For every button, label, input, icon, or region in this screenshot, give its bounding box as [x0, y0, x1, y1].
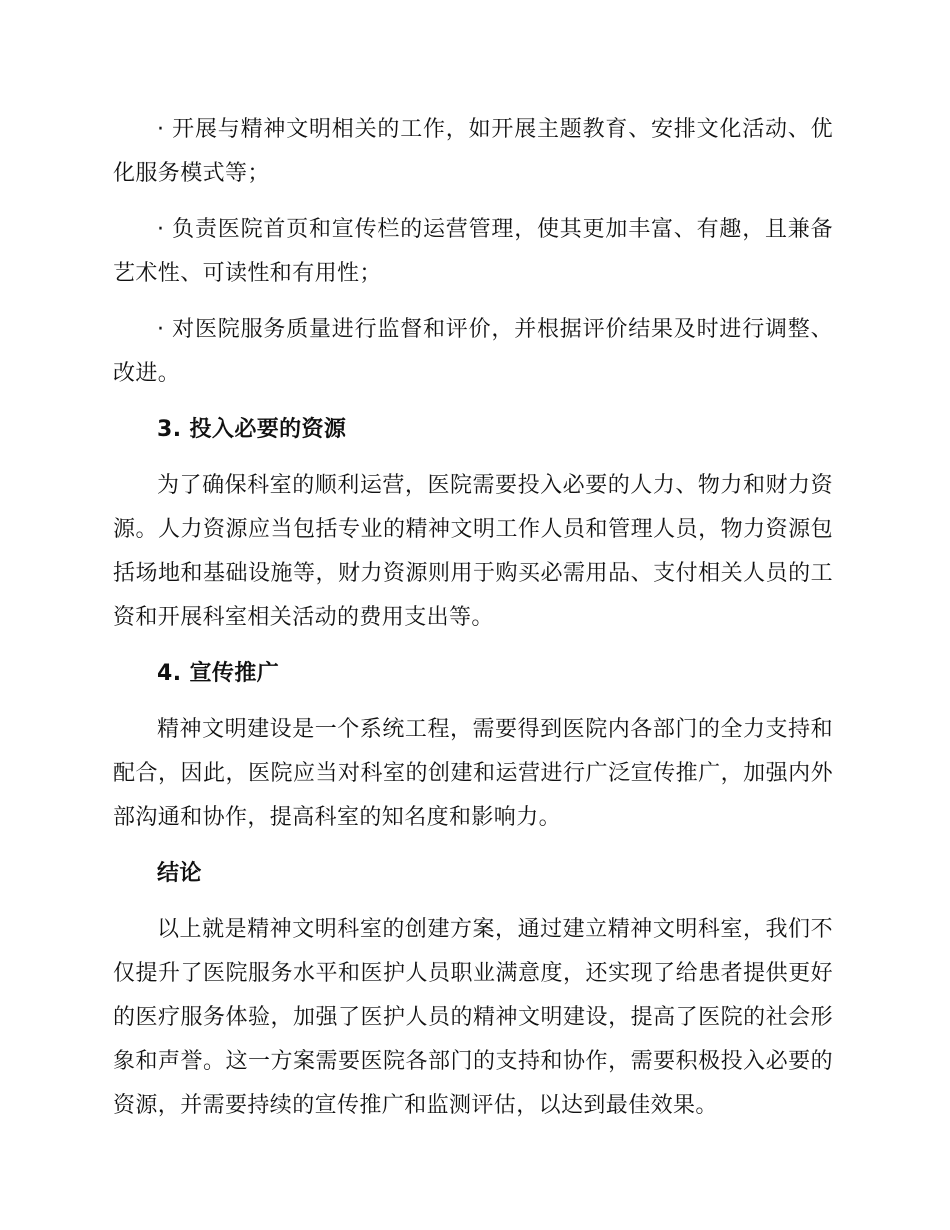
section-heading-promotion: 4. 宣传推广	[157, 661, 280, 686]
section-heading-resources: 3. 投入必要的资源	[157, 417, 347, 442]
bullet-item: · 负责医院首页和宣传栏的运营管理，使其更加丰富、有趣，且兼备艺术性、可读性和有用性；	[113, 217, 833, 286]
paragraph-conclusion: 以上就是精神文明科室的创建方案，通过建立精神文明科室，我们不仅提升了医院服务水平和医护人员职业满意度，还实现了给患者提供更好的医疗服务体验，加强了医护人员的精神文明建设，提高了医院的社会形象和声誉。这一方案需要医院各部门的支持和协作，需要积极投入必要的资源，并需要持续的宣传推广和监测评估，以达到最佳效果。	[113, 917, 833, 1118]
section-heading-conclusion: 结论	[157, 861, 202, 886]
paragraph-promotion: 精神文明建设是一个系统工程，需要得到医院内各部门的全力支持和配合，因此，医院应当对科室的创建和运营进行广泛宣传推广，加强内外部沟通和协作，提高科室的知名度和影响力。	[113, 717, 833, 830]
bullet-item: · 开展与精神文明相关的工作，如开展主题教育、安排文化活动、优化服务模式等；	[113, 117, 833, 186]
bullet-item: · 对医院服务质量进行监督和评价，并根据评价结果及时进行调整、改进。	[113, 317, 833, 386]
document-body	[113, 108, 833, 1140]
paragraph-resources: 为了确保科室的顺利运营，医院需要投入必要的人力、物力和财力资源。人力资源应当包括专业的精神文明工作人员和管理人员，物力资源包括场地和基础设施等，财力资源则用于购买必需用品、支付相关人员的工资和开展科室相关活动的费用支出等。	[113, 473, 833, 630]
